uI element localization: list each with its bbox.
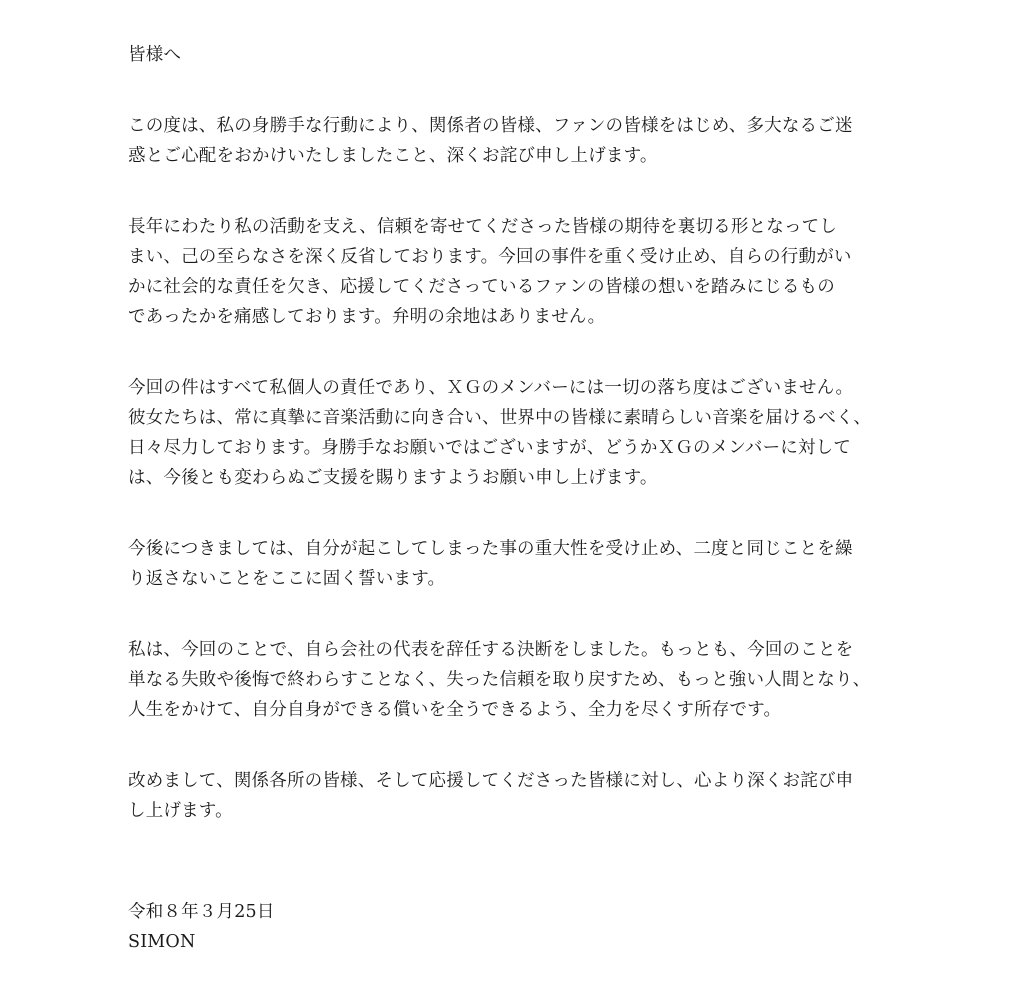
paragraph-2 xyxy=(128,212,898,332)
paragraph-4 xyxy=(128,534,898,594)
letter-date: 令和８年３月25日 xyxy=(128,902,275,922)
signature-block xyxy=(128,897,898,957)
paragraph-line: 私は、今回のことで、自ら会社の代表を辞任する決断をしました。もっとも、今回のことを xyxy=(128,640,854,660)
letter-document xyxy=(128,40,898,957)
paragraph-line: まい、己の至らなさを深く反省しております。今回の事件を重く受け止め、自らの行動がい xyxy=(128,247,852,267)
paragraph-line: であったかを痛感しております。弁明の余地はありません。 xyxy=(128,307,606,327)
paragraph-line: 今後につきましては、自分が起こしてしまった事の重大性を受け止め、二度と同じことを繰 xyxy=(128,539,853,559)
greeting-text: 皆様へ xyxy=(128,45,182,65)
paragraph-line: し上げます。 xyxy=(128,801,233,821)
greeting xyxy=(128,40,898,70)
paragraph-line: 単なる失敗や後悔で終わらすことなく、失った信頼を取り戻すため、もっと強い人間となり、 xyxy=(128,670,871,690)
letter-signature: SIMON xyxy=(128,932,196,952)
paragraph-line: は、今後とも変わらぬご支援を賜りますようお願い申し上げます。 xyxy=(128,468,658,488)
paragraph-3 xyxy=(128,373,898,493)
paragraph-line: 人生をかけて、自分自身ができる償いを全うできるよう、全力を尽くす所存です。 xyxy=(128,700,782,720)
paragraph-line: り返さないことをここに固く誓います。 xyxy=(128,569,446,589)
paragraph-line: この度は、私の身勝手な行動により、関係者の皆様、ファンの皆様をはじめ、多大なるご迷 xyxy=(128,116,853,136)
paragraph-line: 日々尽力しております。身勝手なお願いではございますが、どうかＸＧのメンバーに対して xyxy=(128,438,852,458)
paragraph-line: 彼女たちは、常に真摯に音楽活動に向き合い、世界中の皆様に素晴らしい音楽を届けるべく、 xyxy=(128,408,872,428)
paragraph-line: 惑とご心配をおかけいたしましたこと、深くお詫び申し上げます。 xyxy=(128,146,658,166)
paragraph-1 xyxy=(128,111,898,171)
paragraph-line: 長年にわたり私の活動を支え、信頼を寄せてくださった皆様の期待を裏切る形となってし xyxy=(128,217,838,237)
paragraph-5 xyxy=(128,635,898,725)
paragraph-line: 改めまして、関係各所の皆様、そして応援してくださった皆様に対し、心より深くお詫び申 xyxy=(128,771,854,791)
paragraph-6 xyxy=(128,766,898,826)
paragraph-line: かに社会的な責任を欠き、応援してくださっているファンの皆様の想いを踏みにじるもの xyxy=(128,277,835,297)
paragraph-line: 今回の件はすべて私個人の責任であり、ＸＧのメンバーには一切の落ち度はございません。 xyxy=(128,378,854,398)
